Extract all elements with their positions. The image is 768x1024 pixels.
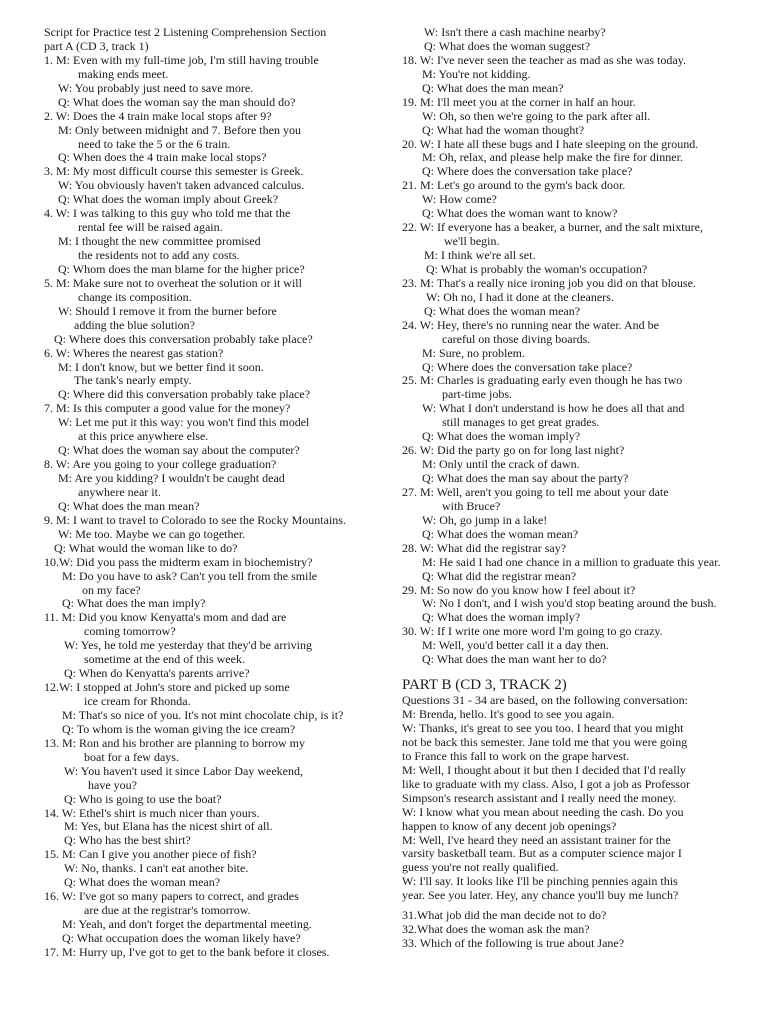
script-line: M: Well, I thought about it but then I decided that I'd really (402, 762, 686, 777)
script-line: 32.What does the woman ask the man? (402, 922, 590, 937)
script-line: to France this fall to work on the grape harvest. (402, 748, 630, 763)
script-line: 33. Which of the following is true about Jane? (402, 936, 625, 951)
script-line: 5. M: Make sure not to overheat the solution or it will (44, 275, 302, 290)
script-line: rental fee will be raised again. (78, 220, 223, 235)
script-line: 16. W: I've got so many papers to correct, and grades (44, 889, 299, 904)
script-line: Q: What had the woman thought? (422, 122, 585, 137)
script-line: 13. M: Ron and his brother are planning to borrow my (44, 735, 305, 750)
script-line: Q: Where does this conversation probably take place? (54, 331, 313, 346)
script-line: 23. M: That's a really nice ironing job you did on that blouse. (402, 275, 696, 290)
script-line: 26. W: Did the party go on for long last night? (402, 443, 625, 458)
script-line: 7. M: Is this computer a good value for the money? (44, 401, 291, 416)
script-line: 12.W: I stopped at John's store and picked up some (44, 680, 290, 695)
script-line: on my face? (82, 582, 141, 597)
script-line: 10.W: Did you pass the midterm exam in biochemistry? (44, 554, 313, 569)
script-line: Q: What does the woman say about the computer? (58, 443, 300, 458)
script-line: Q: What does the woman mean? (64, 875, 221, 890)
script-line: 15. M: Can I give you another piece of fish? (44, 847, 257, 862)
script-line: W: Should I remove it from the burner before (58, 303, 277, 318)
script-line: M: I don't know, but we better find it soon. (58, 359, 264, 374)
script-line: guess you're not really qualified. (402, 860, 559, 875)
script-line: M: Sure, no problem. (422, 345, 525, 360)
script-line: Q: What did the registrar mean? (422, 568, 577, 583)
script-line: W: No, thanks. I can't eat another bite. (64, 861, 249, 876)
script-line: careful on those diving boards. (442, 331, 591, 346)
script-line: Q: Whom does the man blame for the higher price? (58, 261, 305, 276)
script-line: ice cream for Rhonda. (84, 694, 191, 708)
script-line: 18. W: I've never seen the teacher as mad as she was today. (402, 52, 686, 67)
left-column (44, 26, 384, 960)
script-line: Q: What does the woman imply? (422, 610, 581, 625)
script-line: W: I'll say. It looks like I'll be pinching pennies again this (402, 874, 678, 889)
script-line: M: Well, you'd better call it a day then. (422, 638, 609, 653)
script-line: Simpson's research assistant and I really need the money. (402, 790, 677, 805)
script-line: M: Are you kidding? I wouldn't be caught dead (58, 471, 285, 485)
script-line: Q: To whom is the woman giving the ice cream? (62, 721, 296, 736)
script-line: Q: When do Kenyatta's parents arrive? (64, 666, 250, 681)
script-line: W: How come? (422, 192, 497, 207)
script-line: still manages to get great grades. (442, 415, 600, 430)
spacer (402, 667, 747, 676)
script-line: Q: What does the woman suggest? (424, 38, 591, 53)
script-line: Q: Who is going to use the boat? (64, 791, 222, 806)
script-line: have you? (88, 777, 137, 792)
script-line: need to take the 5 or the 6 train. (78, 136, 231, 151)
script-line: 8. W: Are you going to your college graduation? (44, 457, 277, 472)
script-line: Q: Where does the conversation take place? (422, 164, 633, 179)
script-line: W: Oh no, I had it done at the cleaners. (426, 289, 614, 304)
script-line: Q: What does the woman say the man should do? (58, 94, 296, 109)
script-line: Script for Practice test 2 Listening Comprehension Section (44, 25, 327, 39)
script-line: M: Brenda, hello. It's good to see you again. (402, 707, 615, 722)
script-line: 30. W: If I write one more word I'm going to go crazy. (402, 624, 663, 639)
script-line: 20. W: I hate all these bugs and I hate sleeping on the ground. (402, 136, 699, 151)
script-line: Q: Who has the best shirt? (64, 833, 191, 848)
script-line: making ends meet. (78, 66, 169, 81)
script-line: Q: What does the woman imply? (422, 429, 581, 444)
script-line: 22. W: If everyone has a beaker, a burner, and the salt mixture, (402, 220, 703, 235)
script-line: part A (CD 3, track 1) (44, 38, 149, 53)
script-line: Q: What does the man mean? (58, 498, 200, 513)
script-line: W: Let me put it this way: you won't find this model (58, 415, 310, 430)
script-line: The tank's nearly empty. (74, 373, 192, 388)
script-line: 3. M: My most difficult course this semester is Greek. (44, 164, 304, 179)
script-line: Q: What occupation does the woman likely have? (62, 930, 301, 945)
script-line: we'll begin. (444, 234, 500, 249)
script-line: W: Oh, so then we're going to the park after all. (422, 108, 651, 123)
script-line: M: Yes, but Elana has the nicest shirt of all. (64, 819, 273, 834)
script-line: anywhere near it. (78, 484, 161, 499)
script-line: Q: What does the woman mean? (422, 526, 579, 541)
section-heading: PART B (CD 3, TRACK 2) (402, 677, 567, 694)
script-line: W: You haven't used it since Labor Day weekend, (64, 763, 303, 778)
script-line: Questions 31 - 34 are based, on the following conversation: (402, 693, 688, 708)
script-line: Q: Where does the conversation take place? (422, 359, 633, 374)
script-line: 27. M: Well, aren't you going to tell me about your date (402, 484, 669, 499)
script-line: 29. M: So now do you know how I feel about it? (402, 582, 636, 597)
script-line: M: Yeah, and don't forget the departmental meeting. (62, 917, 312, 931)
script-line: part-time jobs. (442, 387, 512, 402)
script-line: 19. M: I'll meet you at the corner in half an hour. (402, 94, 636, 109)
script-line: Q: What would the woman like to do? (54, 540, 238, 555)
script-line: W: Isn't there a cash machine nearby? (424, 25, 606, 39)
script-line: at this price anywhere else. (78, 429, 209, 444)
script-line: Q: Where did this conversation probably take place? (58, 387, 311, 402)
script-line: W: What I don't understand is how he does all that and (422, 401, 685, 416)
script-line: Q: What does the woman want to know? (422, 206, 618, 221)
script-line: like to graduate with my class. Also, I got a job as Professor (402, 776, 690, 791)
script-line: 17. M: Hurry up, I've got to get to the bank before it closes. (44, 944, 330, 959)
script-line: year. See you later. Hey, any chance you'll buy me lunch? (402, 888, 679, 903)
script-line: 31.What job did the man decide not to do? (402, 908, 607, 923)
script-line: W: You obviously haven't taken advanced calculus. (58, 178, 305, 193)
script-line: M: Only until the crack of dawn. (422, 457, 580, 472)
script-line: 4. W: I was talking to this guy who told me that the (44, 206, 291, 221)
script-line: sometime at the end of this week. (84, 652, 245, 667)
script-line: 9. M: I want to travel to Colorado to see the Rocky Mountains. (44, 512, 346, 527)
script-line: 1. M: Even with my full-time job, I'm still having trouble (44, 52, 319, 67)
script-line: 11. M: Did you know Kenyatta's mom and dad are (44, 610, 287, 625)
script-line: change its composition. (78, 289, 192, 304)
script-line: M: Well, I've heard they need an assistant trainer for the (402, 832, 671, 847)
script-line: are due at the registrar's tomorrow. (84, 903, 251, 918)
right-column (402, 26, 747, 951)
script-line: M: I think we're all set. (424, 248, 536, 262)
script-line: Q: What does the man want her to do? (422, 652, 607, 667)
script-line: varsity basketball team. But as a computer science major I (402, 846, 682, 861)
script-line: 21. M: Let's go around to the gym's back door. (402, 178, 626, 193)
script-line: Q: What does the woman mean? (424, 303, 581, 318)
script-line: 24. W: Hey, there's no running near the water. And be (402, 317, 659, 332)
script-line: M: Oh, relax, and please help make the fire for dinner. (422, 150, 683, 165)
script-line: happen to know of any decent job openings? (402, 818, 617, 833)
script-line: W: No I don't, and I wish you'd stop beating around the bush. (422, 596, 717, 611)
script-line: W: I know what you mean about needing the cash. Do you (402, 804, 684, 819)
script-line: Q: What does the man mean? (422, 80, 564, 95)
script-line: 2. W: Does the 4 train make local stops after 9? (44, 108, 272, 123)
script-line: M: Only between midnight and 7. Before then you (58, 122, 301, 137)
script-line: not be back this semester. Jane told me that you were going (402, 734, 688, 749)
script-line: W: Me too. Maybe we can go together. (58, 526, 246, 541)
script-line: Q: What is probably the woman's occupation? (426, 261, 648, 276)
script-line: M: That's so nice of you. It's not mint chocolate chip, is it? (62, 707, 344, 722)
script-line: M: Do you have to ask? Can't you tell from the smile (62, 568, 318, 583)
script-line: W: You probably just need to save more. (58, 80, 254, 95)
script-line: W: Oh, go jump in a lake! (422, 512, 548, 527)
script-line: W: Yes, he told me yesterday that they'd be arriving (64, 638, 312, 653)
script-line: M: You're not kidding. (422, 66, 531, 81)
script-line: Q: When does the 4 train make local stops? (58, 150, 267, 165)
script-line: the residents not to add any costs. (78, 248, 240, 262)
script-line: 28. W: What did the registrar say? (402, 540, 567, 555)
script-line: Q: What does the woman imply about Greek? (58, 192, 279, 207)
script-line: 14. W: Ethel's shirt is much nicer than yours. (44, 805, 260, 820)
script-line: M: I thought the new committee promised (58, 234, 261, 249)
script-line: adding the blue solution? (74, 317, 195, 332)
script-line: Q: What does the man say about the party? (422, 471, 629, 485)
script-line: W: Thanks, it's great to see you too. I heard that you might (402, 721, 684, 735)
script-line: 25. M: Charles is graduating early even though he has two (402, 373, 683, 388)
script-line: 6. W: Wheres the nearest gas station? (44, 345, 224, 360)
script-line: boat for a few days. (84, 749, 179, 764)
script-line: coming tomorrow? (84, 624, 176, 639)
script-line: M: He said I had one chance in a million to graduate this year. (422, 554, 721, 569)
script-line: Q: What does the man imply? (62, 596, 206, 611)
script-line: with Bruce? (442, 498, 501, 513)
